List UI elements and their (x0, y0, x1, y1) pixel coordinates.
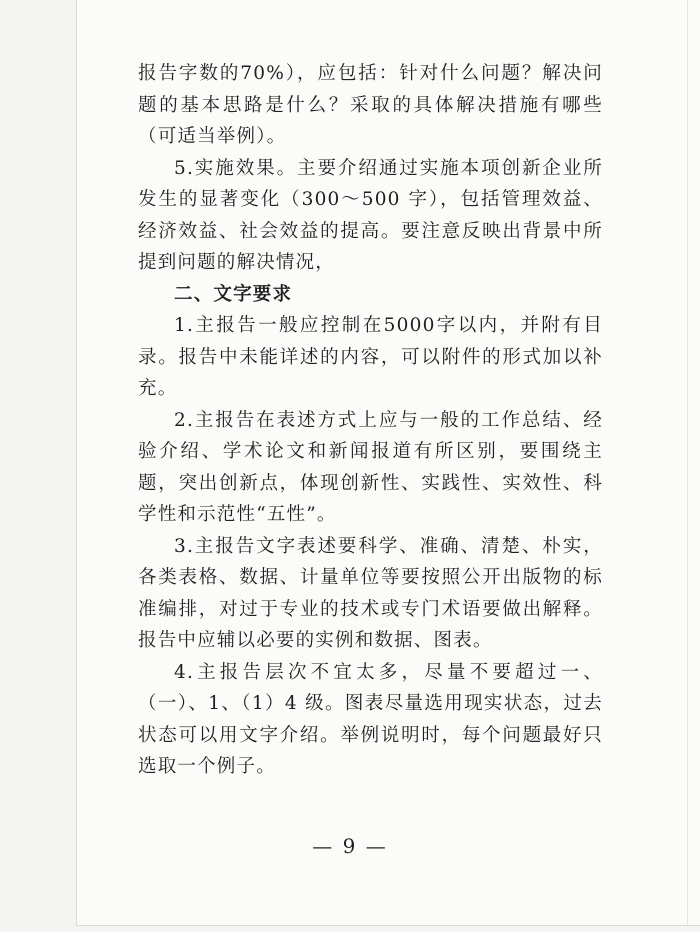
scan-edge-line (687, 0, 688, 925)
paragraph-requirement-1: 1.主报告一般应控制在5000字以内，并附有目录。报告中未能详述的内容，可以附件的形式加以补充。 (138, 315, 603, 399)
document-body (138, 58, 603, 783)
paragraph-continuation: 报告字数的70%），应包括：针对什么问题？解决问题的基本思路是什么？采取的具体解决措施有哪些（可适当举例）。 (138, 63, 603, 147)
paragraph-implementation-effect: 5.实施效果。主要介绍通过实施本项创新企业所发生的显著变化（300～500 字），包括管理效益、经济效益、社会效益的提高。要注意反映出背景中所提到问题的解决情况， (138, 157, 603, 273)
section-heading-text-requirements: 二、文字要求 (174, 283, 293, 305)
page-number: — 9 — (312, 834, 388, 858)
paragraph-requirement-2: 2.主报告在表述方式上应与一般的工作总结、经验介绍、学术论文和新闻报道有所区别，要围绕主题，突出创新点，体现创新性、实践性、实效性、科学性和示范性“五性”。 (138, 409, 603, 525)
paragraph-requirement-4: 4.主报告层次不宜太多，尽量不要超过一、（一）、1、（1）4 级。图表尽量选用现实状态，过去状态可以用文字介绍。举例说明时，每个问题最好只选取一个例子。 (138, 661, 603, 777)
paragraph-requirement-3: 3.主报告文字表述要科学、准确、清楚、朴实，各类表格、数据、计量单位等要按照公开出版物的标准编排，对过于专业的技术或专门术语要做出解释。报告中应辅以必要的实例和数据、图表。 (138, 535, 603, 651)
